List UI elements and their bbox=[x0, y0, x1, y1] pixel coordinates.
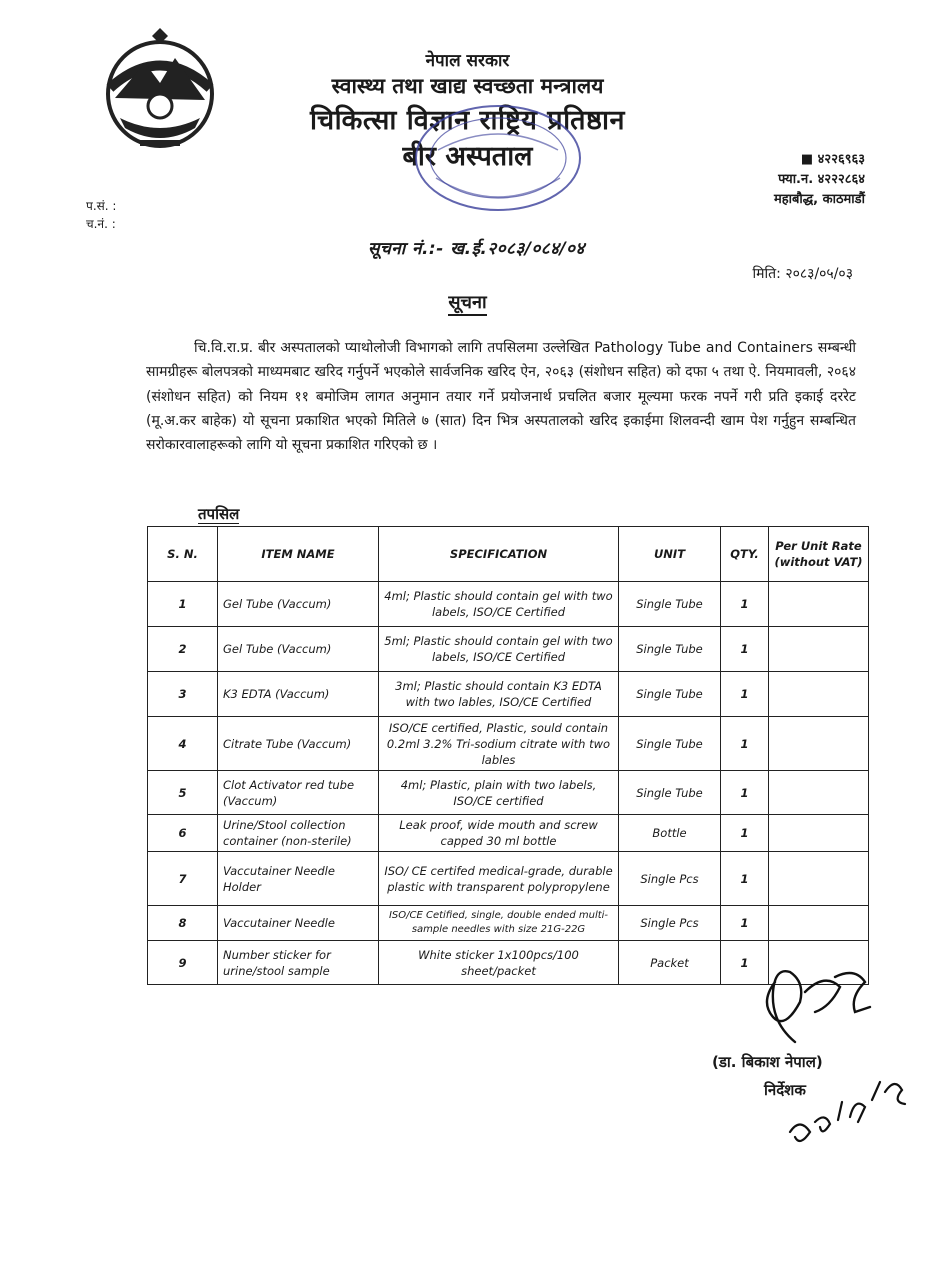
cell-qty: 1 bbox=[721, 906, 769, 941]
items-table bbox=[147, 526, 869, 985]
cell-sn: 6 bbox=[148, 815, 218, 852]
cell-qty: 1 bbox=[721, 852, 769, 906]
cell-item-name: Vaccutainer Needle Holder bbox=[218, 852, 379, 906]
notice-title-text: सूचना bbox=[448, 292, 486, 316]
cell-unit: Bottle bbox=[619, 815, 721, 852]
table-header-row bbox=[148, 527, 869, 582]
cell-qty: 1 bbox=[721, 582, 769, 627]
table-row bbox=[148, 717, 869, 771]
cell-rate bbox=[769, 582, 869, 627]
cell-rate bbox=[769, 717, 869, 771]
cell-rate bbox=[769, 672, 869, 717]
cell-item-name: Citrate Tube (Vaccum) bbox=[218, 717, 379, 771]
cell-rate bbox=[769, 852, 869, 906]
fax-number: फ्या.न. ४२२२८६४ bbox=[778, 172, 865, 187]
notice-date: मिति: २०८३/०५/०३ bbox=[752, 266, 853, 282]
cell-item-name: Gel Tube (Vaccum) bbox=[218, 582, 379, 627]
cell-unit: Single Tube bbox=[619, 771, 721, 815]
col-header-item-name: ITEM NAME bbox=[218, 527, 379, 582]
reference-fields bbox=[86, 197, 116, 233]
cell-unit: Single Tube bbox=[619, 672, 721, 717]
cell-rate bbox=[769, 627, 869, 672]
cell-sn: 5 bbox=[148, 771, 218, 815]
cell-rate bbox=[769, 906, 869, 941]
cell-sn: 2 bbox=[148, 627, 218, 672]
header-line-hospital: बीर अस्पताल bbox=[402, 141, 533, 172]
table-row bbox=[148, 852, 869, 906]
col-header-unit: UNIT bbox=[619, 527, 721, 582]
cell-specification: 4ml; Plastic should contain gel with two labels, ISO/CE Certified bbox=[379, 582, 619, 627]
cell-rate bbox=[769, 771, 869, 815]
cell-sn: 3 bbox=[148, 672, 218, 717]
signatory-title: निर्देशक bbox=[764, 1081, 806, 1099]
notice-title bbox=[0, 290, 935, 314]
col-header-sn: S. N. bbox=[148, 527, 218, 582]
col-header-qty: QTY. bbox=[721, 527, 769, 582]
handwritten-signature bbox=[745, 962, 875, 1047]
table-row bbox=[148, 672, 869, 717]
cell-specification: ISO/CE Cetified, single, double ended multi-sample needles with size 21G-22G bbox=[379, 906, 619, 941]
cell-qty: 1 bbox=[721, 815, 769, 852]
cell-sn: 4 bbox=[148, 717, 218, 771]
cell-qty: 1 bbox=[721, 941, 769, 985]
cell-specification: 4ml; Plastic, plain with two labels, ISO/CE certified bbox=[379, 771, 619, 815]
cell-unit: Single Pcs bbox=[619, 852, 721, 906]
signatory-name: (डा. बिकाश नेपाल) bbox=[712, 1053, 823, 1071]
cell-qty: 1 bbox=[721, 672, 769, 717]
cell-item-name: K3 EDTA (Vaccum) bbox=[218, 672, 379, 717]
notice-number: सूचना नं.:- ख.ई.२०८३/०८४/०४ bbox=[368, 239, 585, 259]
cell-sn: 7 bbox=[148, 852, 218, 906]
cell-unit: Single Tube bbox=[619, 582, 721, 627]
cell-specification: ISO/ CE certifed medical-grade, durable plastic with transparent polypropylene bbox=[379, 852, 619, 906]
cell-specification: White sticker 1x100pcs/100 sheet/packet bbox=[379, 941, 619, 985]
cell-unit: Single Tube bbox=[619, 627, 721, 672]
table-row bbox=[148, 582, 869, 627]
header-line-ministry: स्वास्थ्य तथा खाद्य स्वच्छता मन्त्रालय bbox=[331, 74, 604, 98]
cell-specification: Leak proof, wide mouth and screw capped 30 ml bottle bbox=[379, 815, 619, 852]
handwritten-date bbox=[780, 1062, 910, 1152]
cell-item-name: Urine/Stool collection container (non-sterile) bbox=[218, 815, 379, 852]
cell-sn: 9 bbox=[148, 941, 218, 985]
cell-sn: 8 bbox=[148, 906, 218, 941]
col-header-specification: SPECIFICATION bbox=[379, 527, 619, 582]
cn-label: च.नं. : bbox=[86, 217, 116, 231]
phone-number: ■ ४२२६९६३ bbox=[800, 152, 865, 167]
cell-qty: 1 bbox=[721, 717, 769, 771]
schedule-heading-text: तपसिल bbox=[198, 505, 240, 523]
table-row bbox=[148, 815, 869, 852]
cell-unit: Single Pcs bbox=[619, 906, 721, 941]
table-row bbox=[148, 627, 869, 672]
address: महाबौद्ध, काठमाडौं bbox=[773, 192, 865, 207]
cell-unit: Single Tube bbox=[619, 717, 721, 771]
cell-item-name: Gel Tube (Vaccum) bbox=[218, 627, 379, 672]
cell-qty: 1 bbox=[721, 627, 769, 672]
header-line-government: नेपाल सरकार bbox=[425, 51, 510, 71]
cell-rate bbox=[769, 815, 869, 852]
office-stamp bbox=[408, 98, 588, 228]
cell-qty: 1 bbox=[721, 771, 769, 815]
cell-specification: 5ml; Plastic should contain gel with two labels, ISO/CE Certified bbox=[379, 627, 619, 672]
ps-label: प.सं. : bbox=[86, 199, 117, 213]
cell-specification: ISO/CE certified, Plastic, sould contain 0.2ml 3.2% Tri-sodium citrate with two lables bbox=[379, 717, 619, 771]
contact-info bbox=[774, 150, 865, 210]
cell-item-name: Clot Activator red tube (Vaccum) bbox=[218, 771, 379, 815]
cell-item-name: Number sticker for urine/stool sample bbox=[218, 941, 379, 985]
cell-item-name: Vaccutainer Needle bbox=[218, 906, 379, 941]
header-line-institute: चिकित्सा विज्ञान राष्ट्रिय प्रतिष्ठान bbox=[310, 105, 625, 136]
schedule-heading bbox=[198, 504, 239, 524]
notice-body: चि.वि.रा.प्र. बीर अस्पतालको प्याथोलोजी विभागको लागि तपसिलमा उल्लेखित Pathology Tube and Containers सम्बन्धी सामग्रीहरू बोलपत्रको माध्यमबाट खरिद गर्नुपर्ने भएकोले सार्वजनिक खरिद ऐन, २०६३ (संशोधन सहित) को दफा ५ तथा ऐ. नियमावली, २०६४ (संशोधन सहित) को नियम ११ बमोजिम लागत अनुमान तयार गर्ने प्रयोजनार्थ प्रचलित बजार मूल्यमा फरक नपर्ने गरी प्रति इकाई दररेट (मू.अ.कर बाहेक) यो सूचना प्रकाशित भएको मितिले ७ (सात) दिन भित्र अस्पतालको खरिद इकाईमा शिलवन्दी खाम पेश गर्नुहुन सम्बन्धित सरोकारवालाहरूको लागि यो सूचना प्रकाशित गरिएको छ । bbox=[146, 340, 856, 454]
table-row bbox=[148, 906, 869, 941]
col-header-rate: Per Unit Rate (without VAT) bbox=[769, 527, 869, 582]
cell-specification: 3ml; Plastic should contain K3 EDTA with two lables, ISO/CE Certified bbox=[379, 672, 619, 717]
cell-unit: Packet bbox=[619, 941, 721, 985]
table-row bbox=[148, 771, 869, 815]
cell-sn: 1 bbox=[148, 582, 218, 627]
